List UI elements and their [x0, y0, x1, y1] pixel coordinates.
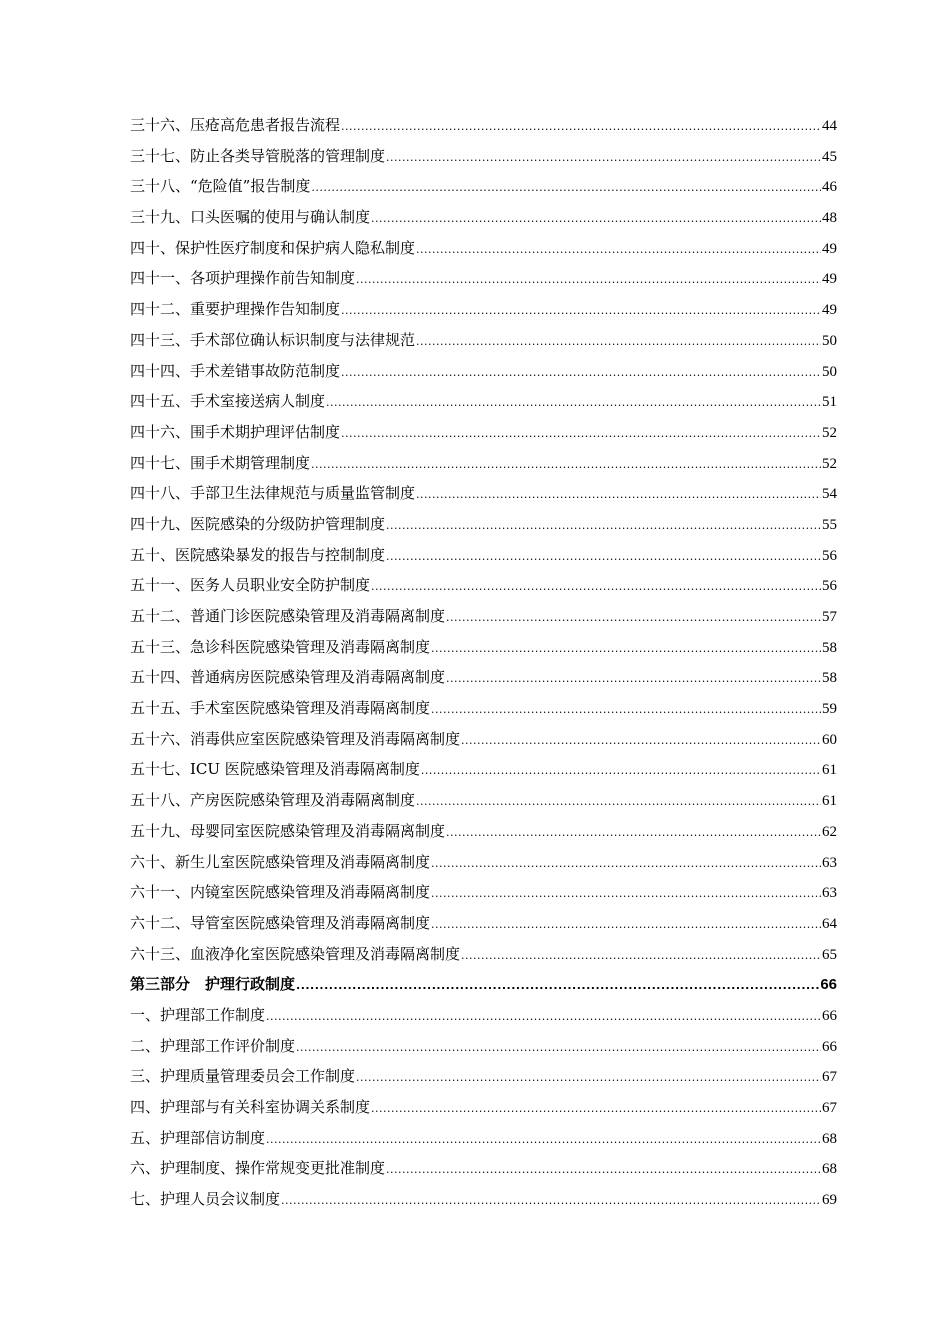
toc-dot-leader — [431, 883, 821, 905]
toc-entry-title: 三十九、口头医嘱的使用与确认制度 — [130, 208, 371, 227]
toc-entry[interactable] — [130, 789, 837, 820]
toc-page-number: 66 — [822, 1038, 837, 1055]
toc-entry-title: 三十七、防止各类导管脱落的管理制度 — [130, 146, 386, 165]
toc-page-number: 50 — [822, 332, 837, 349]
toc-page-number: 68 — [822, 1161, 837, 1178]
toc-dot-leader — [341, 362, 821, 384]
toc-entry-title: 七、护理人员会议制度 — [130, 1190, 281, 1209]
toc-entry[interactable] — [130, 758, 837, 789]
toc-entry[interactable] — [130, 482, 837, 513]
toc-dot-leader — [266, 1129, 821, 1151]
toc-entry[interactable] — [130, 605, 837, 636]
toc-dot-leader — [431, 699, 821, 721]
toc-dot-leader — [386, 1159, 821, 1181]
toc-page-number: 52 — [822, 424, 837, 441]
toc-entry-title: 第三部分 护理行政制度 — [130, 975, 296, 994]
toc-entry-title: 六十二、导管室医院感染管理及消毒隔离制度 — [130, 913, 431, 932]
toc-page-number: 44 — [822, 118, 837, 134]
toc-dot-leader — [356, 1067, 821, 1089]
toc-dot-leader — [421, 760, 821, 782]
toc-entry-title: 四十、保护性医疗制度和保护病人隐私制度 — [130, 238, 416, 257]
toc-entry[interactable] — [130, 206, 837, 237]
toc-dot-leader — [356, 269, 821, 291]
toc-entry[interactable] — [130, 1004, 837, 1035]
toc-entry[interactable] — [130, 544, 837, 575]
toc-page-number: 63 — [822, 854, 837, 871]
toc-dot-leader — [416, 791, 821, 813]
toc-entry[interactable] — [130, 728, 837, 759]
toc-dot-leader — [296, 1037, 821, 1059]
toc-entry-title: 四十八、手部卫生法律规范与质量监管制度 — [130, 484, 416, 503]
toc-entry-title: 六十一、内镜室医院感染管理及消毒隔离制度 — [130, 883, 431, 902]
toc-page-number: 54 — [822, 486, 837, 503]
toc-dot-leader — [311, 454, 821, 476]
toc-entry-title: 五十九、母婴同室医院感染管理及消毒隔离制度 — [130, 821, 446, 840]
toc-page-number: 52 — [822, 455, 837, 472]
toc-section-heading[interactable] — [130, 973, 837, 1004]
toc-entry-title: 四十二、重要护理操作告知制度 — [130, 300, 341, 319]
toc-entry[interactable] — [130, 175, 837, 206]
toc-entry[interactable] — [130, 1188, 837, 1219]
toc-entry[interactable] — [130, 1035, 837, 1066]
toc-page-number: 55 — [822, 516, 837, 533]
toc-dot-leader — [281, 1190, 821, 1212]
toc-dot-leader — [461, 945, 821, 967]
toc-entry-title: 三十六、压疮高危患者报告流程 — [130, 116, 341, 134]
toc-entry-title: 四十一、各项护理操作前告知制度 — [130, 269, 356, 288]
toc-entry-title: 二、护理部工作评价制度 — [130, 1036, 296, 1055]
toc-entry[interactable] — [130, 452, 837, 483]
toc-entry[interactable] — [130, 666, 837, 697]
toc-page-number: 69 — [822, 1192, 837, 1209]
toc-dot-leader — [311, 177, 821, 199]
table-of-contents — [130, 114, 837, 1219]
toc-entry-title: 五十、医院感染暴发的报告与控制制度 — [130, 545, 386, 564]
toc-entry-title: 五、护理部信访制度 — [130, 1128, 266, 1147]
toc-page-number: 50 — [822, 363, 837, 380]
toc-page-number: 56 — [822, 578, 837, 595]
toc-entry[interactable] — [130, 421, 837, 452]
toc-entry-title: 四十四、手术差错事故防范制度 — [130, 361, 341, 380]
toc-page-number: 61 — [822, 793, 837, 810]
toc-page-number: 68 — [822, 1130, 837, 1147]
toc-entry-title: 四十六、围手术期护理评估制度 — [130, 422, 341, 441]
toc-entry-title: 四十九、医院感染的分级防护管理制度 — [130, 514, 386, 533]
toc-entry[interactable] — [130, 1065, 837, 1096]
toc-dot-leader — [431, 853, 821, 875]
toc-page-number: 58 — [822, 639, 837, 656]
toc-dot-leader — [431, 914, 821, 936]
toc-entry[interactable] — [130, 267, 837, 298]
toc-dot-leader — [371, 576, 821, 598]
toc-entry-title: 五十一、医务人员职业安全防护制度 — [130, 576, 371, 595]
toc-dot-leader — [446, 668, 821, 690]
toc-page-number: 45 — [822, 148, 837, 165]
toc-dot-leader — [371, 208, 821, 230]
toc-page-number: 67 — [822, 1069, 837, 1086]
toc-entry[interactable] — [130, 237, 837, 268]
toc-entry[interactable] — [130, 114, 837, 145]
toc-page-number: 51 — [822, 394, 837, 411]
toc-entry-title: 四十三、手术部位确认标识制度与法律规范 — [130, 330, 416, 349]
toc-entry-title: 三、护理质量管理委员会工作制度 — [130, 1067, 356, 1086]
toc-page-number: 56 — [822, 547, 837, 564]
toc-entry[interactable] — [130, 1157, 837, 1188]
toc-entry[interactable] — [130, 912, 837, 943]
toc-dot-leader — [416, 239, 821, 261]
toc-entry[interactable] — [130, 851, 837, 882]
toc-entry-title: 五十二、普通门诊医院感染管理及消毒隔离制度 — [130, 607, 446, 625]
toc-entry-title: 一、护理部工作制度 — [130, 1005, 266, 1024]
toc-entry-title: 四十七、围手术期管理制度 — [130, 453, 311, 472]
toc-page-number: 46 — [822, 179, 837, 196]
toc-dot-leader — [341, 300, 821, 322]
toc-page-number: 64 — [822, 915, 837, 932]
toc-entry[interactable] — [130, 513, 837, 544]
toc-dot-leader — [446, 607, 821, 629]
toc-page-number: 66 — [820, 976, 837, 994]
toc-entry-title: 五十六、消毒供应室医院感染管理及消毒隔离制度 — [130, 729, 461, 748]
toc-page-number: 61 — [822, 762, 837, 779]
toc-dot-leader — [371, 1098, 821, 1120]
toc-entry-title: 四、护理部与有关科室协调关系制度 — [130, 1098, 371, 1116]
toc-dot-leader — [446, 822, 821, 844]
toc-entry[interactable] — [130, 943, 837, 974]
toc-dot-leader — [326, 392, 821, 414]
toc-dot-leader — [386, 546, 821, 568]
toc-entry-title: 五十三、急诊科医院感染管理及消毒隔离制度 — [130, 637, 431, 656]
toc-page-number: 49 — [822, 240, 837, 257]
toc-page-number: 67 — [822, 1100, 837, 1116]
toc-entry[interactable] — [130, 636, 837, 667]
toc-page-number: 63 — [822, 885, 837, 902]
toc-page-number: 65 — [822, 946, 837, 963]
toc-dot-leader — [341, 423, 821, 445]
toc-entry-title: 五十七、ICU 医院感染管理及消毒隔离制度 — [130, 760, 420, 779]
toc-entry-title: 五十八、产房医院感染管理及消毒隔离制度 — [130, 791, 416, 810]
toc-entry[interactable] — [130, 298, 837, 329]
toc-page-number: 57 — [822, 609, 837, 625]
toc-entry[interactable] — [130, 360, 837, 391]
toc-dot-leader — [386, 515, 821, 537]
toc-page-number: 48 — [822, 210, 837, 227]
toc-entry[interactable] — [130, 145, 837, 176]
toc-entry-title: 三十八、“危险值”报告制度 — [130, 177, 311, 196]
toc-page-number: 60 — [822, 731, 837, 748]
toc-dot-leader — [341, 116, 821, 138]
toc-entry[interactable] — [130, 820, 837, 851]
toc-page-number: 66 — [822, 1007, 837, 1024]
toc-dot-leader — [431, 638, 821, 660]
toc-entry-title: 五十四、普通病房医院感染管理及消毒隔离制度 — [130, 668, 446, 687]
toc-dot-leader — [266, 1006, 821, 1028]
toc-entry[interactable] — [130, 1127, 837, 1158]
toc-entry-title: 六十三、血液净化室医院感染管理及消毒隔离制度 — [130, 944, 461, 963]
toc-dot-leader — [416, 331, 821, 353]
toc-entry[interactable] — [130, 574, 837, 605]
toc-dot-leader — [461, 730, 821, 752]
toc-page-number: 49 — [822, 302, 837, 319]
toc-page-number: 49 — [822, 271, 837, 288]
toc-entry-title: 六、护理制度、操作常规变更批准制度 — [130, 1159, 386, 1178]
toc-entry-title: 六十、新生儿室医院感染管理及消毒隔离制度 — [130, 852, 431, 871]
toc-page-number: 59 — [822, 701, 837, 718]
toc-page-number: 62 — [822, 823, 837, 840]
toc-entry-title: 四十五、手术室接送病人制度 — [130, 392, 326, 411]
toc-entry[interactable] — [130, 329, 837, 360]
toc-entry-title: 五十五、手术室医院感染管理及消毒隔离制度 — [130, 699, 431, 718]
toc-entry[interactable] — [130, 390, 837, 421]
toc-dot-leader — [386, 147, 821, 169]
toc-entry[interactable] — [130, 881, 837, 912]
toc-page-number: 58 — [822, 670, 837, 687]
toc-dot-leader — [296, 975, 819, 997]
toc-entry[interactable] — [130, 697, 837, 728]
toc-dot-leader — [416, 484, 821, 506]
toc-entry[interactable] — [130, 1096, 837, 1127]
